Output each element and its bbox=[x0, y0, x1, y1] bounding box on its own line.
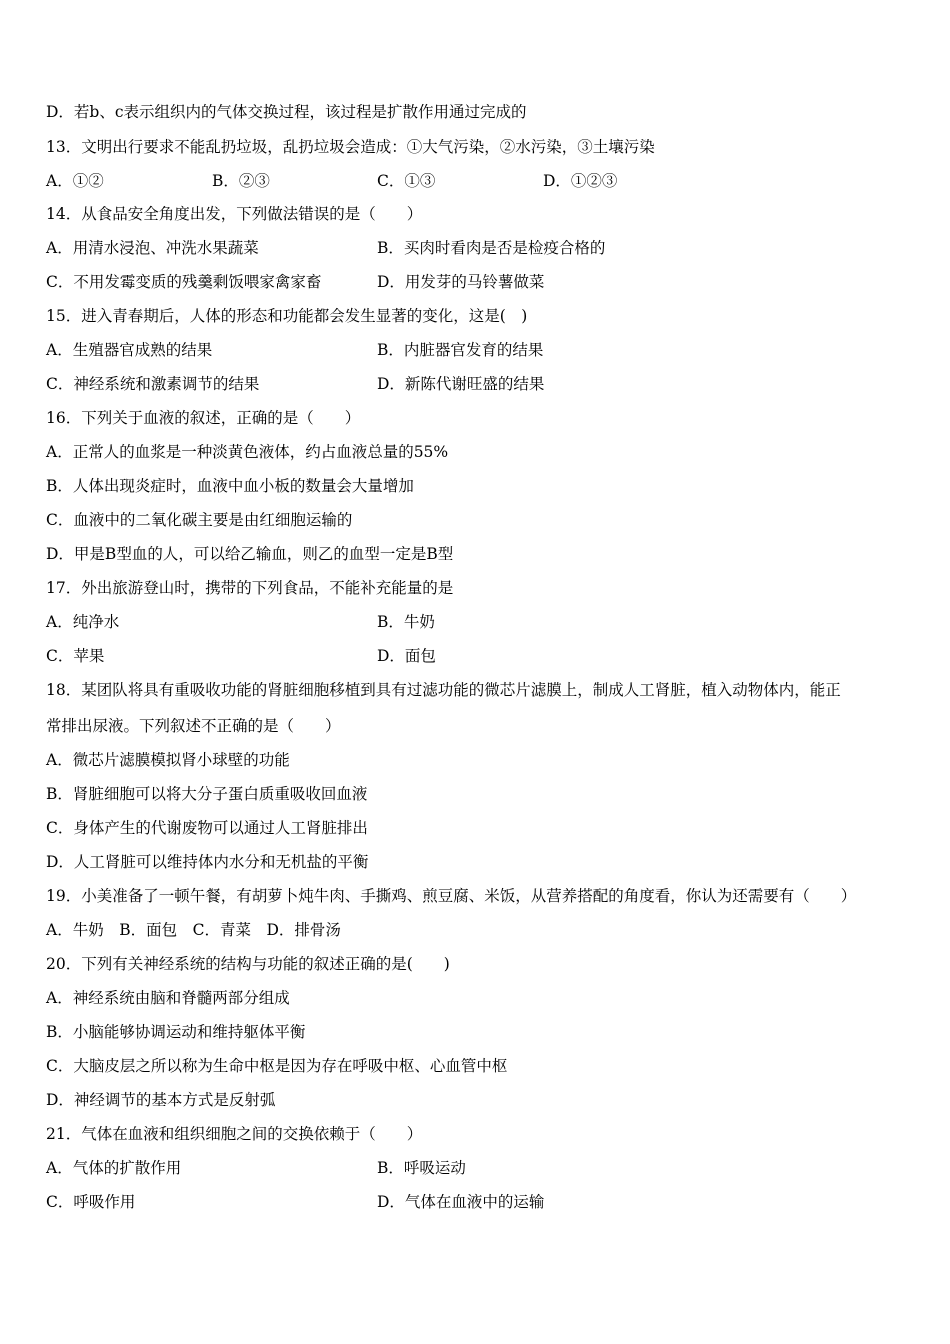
q14-option-c: C．不用发霉变质的残羹剩饭喂家禽家畜 bbox=[46, 273, 322, 291]
q13-option-c: C．①③ bbox=[377, 172, 436, 190]
q16-option-c: C．血液中的二氧化碳主要是由红细胞运输的 bbox=[46, 511, 353, 529]
q13-option-b: B．②③ bbox=[212, 172, 270, 190]
question-16: 16．下列关于血液的叙述，正确的是（ ） bbox=[46, 409, 361, 427]
q21-option-a: A．气体的扩散作用 bbox=[46, 1159, 182, 1177]
question-18: 18．某团队将具有重吸收功能的肾脏细胞移植到具有过滤功能的微芯片滤膜上，制成人工肾脏，植入动物体内，能正 bbox=[46, 681, 841, 699]
q17-option-d: D．面包 bbox=[377, 647, 436, 665]
q21-option-d: D．气体在血液中的运输 bbox=[377, 1193, 545, 1211]
q18-option-a: A．微芯片滤膜模拟肾小球壁的功能 bbox=[46, 751, 290, 769]
question-19: 19．小美准备了一顿午餐，有胡萝卜炖牛肉、手撕鸡、煎豆腐、米饭，从营养搭配的角度看，你认为还需要有（ ） bbox=[46, 887, 857, 905]
q14-option-d: D．用发芽的马铃薯做菜 bbox=[377, 273, 545, 291]
q21-option-c: C．呼吸作用 bbox=[46, 1193, 136, 1211]
q13-option-d: D．①②③ bbox=[543, 172, 618, 190]
q15-option-d: D．新陈代谢旺盛的结果 bbox=[377, 375, 545, 393]
q17-option-b: B．牛奶 bbox=[377, 613, 435, 631]
q14-option-a: A．用清水浸泡、冲洗水果蔬菜 bbox=[46, 239, 259, 257]
q16-option-a: A．正常人的血浆是一种淡黄色液体，约占血液总量的55% bbox=[46, 443, 449, 461]
q20-option-b: B．小脑能够协调运动和维持躯体平衡 bbox=[46, 1023, 306, 1041]
q16-option-b: B．人体出现炎症时，血液中血小板的数量会大量增加 bbox=[46, 477, 414, 495]
question-13: 13．文明出行要求不能乱扔垃圾，乱扔垃圾会造成：①大气污染，②水污染，③土壤污染 bbox=[46, 138, 655, 156]
question-15: 15．进入青春期后，人体的形态和功能都会发生显著的变化，这是( ) bbox=[46, 307, 528, 325]
q14-option-b: B．买肉时看肉是否是检疫合格的 bbox=[377, 239, 606, 257]
q21-option-b: B．呼吸运动 bbox=[377, 1159, 466, 1177]
q17-option-c: C．苹果 bbox=[46, 647, 105, 665]
q18-option-b: B．肾脏细胞可以将大分子蛋白质重吸收回血液 bbox=[46, 785, 368, 803]
q16-option-d: D．甲是B型血的人，可以给乙输血，则乙的血型一定是B型 bbox=[46, 545, 454, 563]
q15-option-a: A．生殖器官成熟的结果 bbox=[46, 341, 213, 359]
q18-option-c: C．身体产生的代谢废物可以通过人工肾脏排出 bbox=[46, 819, 368, 837]
q19-options: A．牛奶 B．面包 C．青菜 D．排骨汤 bbox=[46, 921, 341, 939]
question-14: 14．从食品安全角度出发，下列做法错误的是（ ） bbox=[46, 205, 423, 223]
question-20: 20．下列有关神经系统的结构与功能的叙述正确的是( ) bbox=[46, 955, 450, 973]
q20-option-c: C．大脑皮层之所以称为生命中枢是因为存在呼吸中枢、心血管中枢 bbox=[46, 1057, 508, 1075]
q20-option-a: A．神经系统由脑和脊髓两部分组成 bbox=[46, 989, 290, 1007]
q15-option-b: B．内脏器官发育的结果 bbox=[377, 341, 544, 359]
q20-option-d: D．神经调节的基本方式是反射弧 bbox=[46, 1091, 276, 1109]
q15-option-c: C．神经系统和激素调节的结果 bbox=[46, 375, 260, 393]
q18-option-d: D．人工肾脏可以维持体内水分和无机盐的平衡 bbox=[46, 853, 369, 871]
q13-option-a: A．①② bbox=[46, 172, 104, 190]
question-18-cont: 常排出尿液。下列叙述不正确的是（ ） bbox=[46, 717, 341, 735]
option-d-prev: D．若b、c表示组织内的气体交换过程，该过程是扩散作用通过完成的 bbox=[46, 103, 527, 121]
q17-option-a: A．纯净水 bbox=[46, 613, 120, 631]
question-21: 21．气体在血液和组织细胞之间的交换依赖于（ ） bbox=[46, 1125, 423, 1143]
question-17: 17．外出旅游登山时，携带的下列食品，不能补充能量的是 bbox=[46, 579, 454, 597]
